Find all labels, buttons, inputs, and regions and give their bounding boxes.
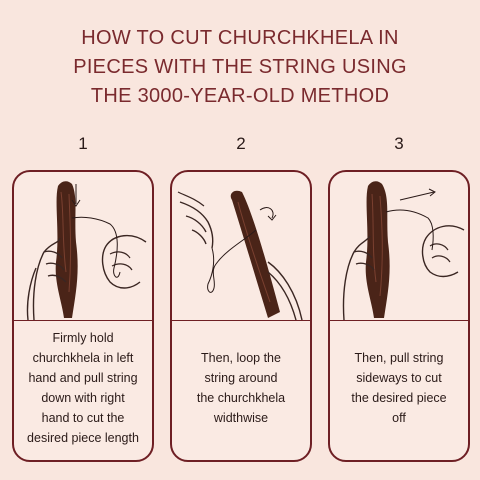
title-line-1: HOW TO CUT CHURCHKHELA IN: [81, 27, 399, 49]
step-card: [170, 170, 312, 462]
desc-line: churchkhela in left: [32, 351, 134, 365]
desc-line: the churchkhela: [196, 391, 286, 405]
step-1: [12, 134, 154, 464]
steps-row: [12, 134, 468, 464]
desc-line: widthwise: [213, 411, 269, 425]
hand-churchkhela-illustration: [172, 172, 310, 320]
step-card: [328, 170, 470, 462]
desc-line: hand and pull string: [28, 371, 138, 385]
step-illustration: [330, 172, 468, 321]
step-description: [178, 348, 304, 428]
step-card: [12, 170, 154, 462]
step-illustration: [172, 172, 310, 321]
desc-line: hand to cut the: [41, 411, 125, 425]
page-title: [0, 24, 480, 111]
desc-line: string around: [204, 371, 278, 385]
desc-line: Then, loop the: [201, 351, 281, 365]
desc-line: Then, pull string: [354, 351, 444, 365]
step-3: [328, 134, 470, 464]
desc-line: desired piece length: [27, 431, 139, 445]
desc-line: down with right: [41, 391, 125, 405]
desc-line: Firmly hold: [52, 331, 114, 345]
step-illustration: [14, 172, 152, 321]
step-description: [20, 328, 146, 448]
hand-churchkhela-illustration: [330, 172, 468, 320]
step-description: [336, 348, 462, 428]
step-2: [170, 134, 312, 464]
desc-line: sideways to cut: [356, 371, 442, 385]
title-line-2: PIECES WITH THE STRING USING: [73, 56, 407, 78]
step-number: 1: [78, 134, 88, 153]
step-number: 3: [394, 134, 404, 153]
desc-line: the desired piece: [351, 391, 447, 405]
hand-churchkhela-illustration: [14, 172, 152, 320]
step-number: 2: [236, 134, 246, 153]
title-line-3: THE 3000-YEAR-OLD METHOD: [90, 85, 390, 107]
desc-line: off: [392, 411, 406, 425]
